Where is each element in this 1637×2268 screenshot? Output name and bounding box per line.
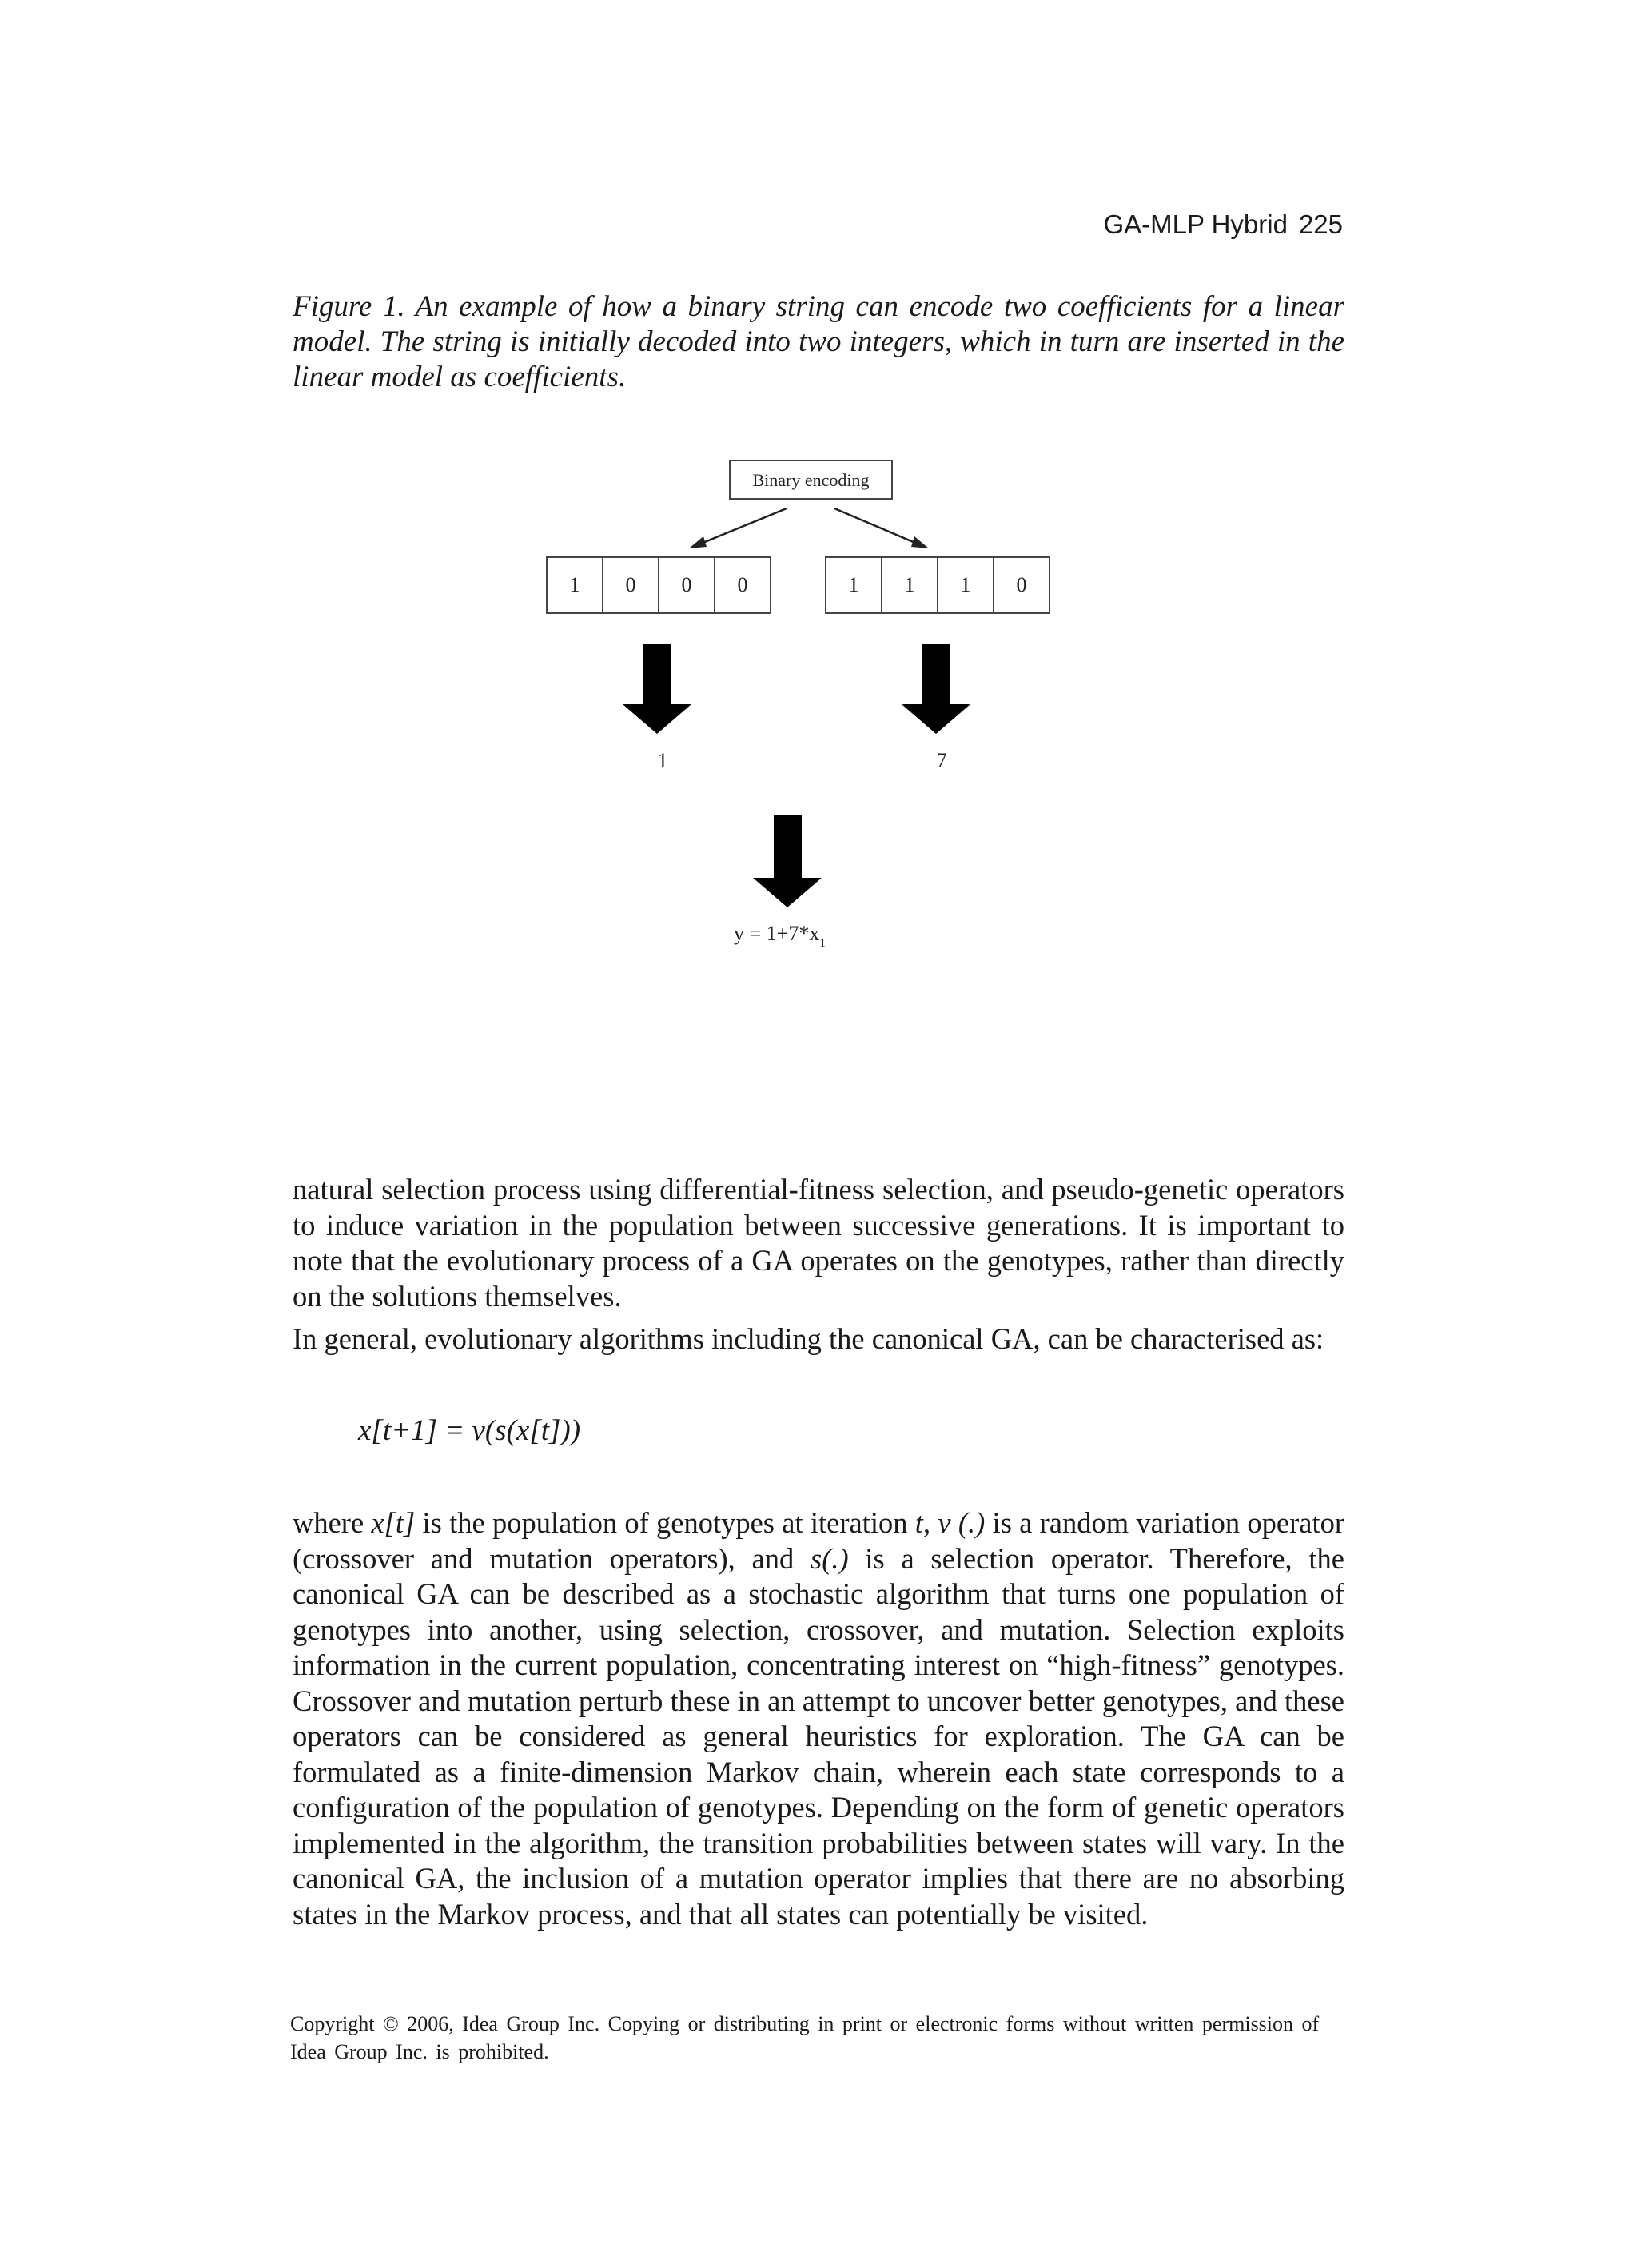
down-arrow-icon: [902, 644, 970, 734]
body-paragraph: [293, 1505, 1344, 1932]
bit-value: 1: [960, 573, 971, 596]
arrow-head-left: [689, 536, 707, 548]
math-variable: s(.): [811, 1541, 849, 1575]
page-number: 225: [1298, 209, 1343, 239]
copyright-footer: Copyright © 2006, Idea Group Inc. Copying or distributing in print or electronic forms without written permission of Idea Group Inc. is prohibited.: [290, 2012, 1320, 2063]
paragraph-text: natural selection process using differential-fitness selection, and pseudo-genetic operators to induce variation in the population between successive generations. It is important to note that the evolutionary process of a GA operates on the genotypes, rather than directly on the solutions themselves.: [293, 1173, 1344, 1313]
paragraph-text: [293, 1505, 1344, 1932]
decoded-value-left: 1: [657, 749, 668, 772]
bit-value: 1: [569, 573, 580, 596]
bit-value: 0: [1016, 573, 1027, 596]
body-paragraph: [293, 1172, 1344, 1314]
paragraph-text: In general, evolutionary algorithms including the canonical GA, can be characterised as:: [293, 1322, 1324, 1355]
evolution-equation: x[t+1] = v(s(x[t])): [358, 1414, 581, 1447]
bit-value: 0: [625, 573, 636, 596]
figure-caption: Figure 1. An example of how a binary string can encode two coefficients for a linear model. The string is initially decoded into two integers, which in turn are inserted in the linear model as coefficients.: [293, 290, 1344, 393]
math-variable: x[t]: [371, 1506, 416, 1539]
bit-string-right: [826, 557, 1050, 613]
binary-encoding-label: Binary encoding: [752, 470, 870, 490]
bit-value: 0: [737, 573, 748, 596]
text-run: is the population of genotypes at iteration: [415, 1506, 915, 1539]
text-run: where: [293, 1506, 372, 1539]
running-head: [1103, 209, 1343, 240]
encoding-diagram: [528, 456, 1071, 975]
bit-value: 1: [848, 573, 859, 596]
linear-model-subscript: 1: [819, 937, 826, 950]
math-variable: v (.): [938, 1506, 986, 1539]
bit-value: 1: [904, 573, 915, 596]
linear-model-main: y = 1+7*x: [734, 922, 820, 945]
down-arrow-icon: [753, 815, 822, 907]
arrow-line-left: [697, 508, 787, 545]
arrow-line-right: [834, 508, 921, 545]
text-run: is a random variation operator (crossover and mutation operators), and: [293, 1506, 1345, 1575]
bit-value: 0: [681, 573, 692, 596]
bit-string-left: [547, 557, 771, 613]
running-title: GA-MLP Hybrid: [1103, 209, 1288, 239]
text-run: is a selection operator. Therefore, the canonical GA can be described as a stochastic algorithm that turns one population of genotypes into another, using selection, crossover, and mutation. Selection exploits information in the current population, concentrating interest on “high-fitness” genotypes. Crossover and mutation perturb these in an attempt to uncover better genotypes, and these operators can be considered as general heuristics for exploration. The GA can be formulated as a finite-dimension Markov chain, wherein each state corresponds to a configuration of the population of genotypes. Depending on the form of genetic operators implemented in the algorithm, the transition probabilities between states will vary. In the canonical GA, the inclusion of a mutation operator implies that there are no absorbing states in the Markov process, and that all states can potentially be visited.: [293, 1541, 1345, 1931]
text-run: ,: [922, 1506, 938, 1539]
down-arrow-icon: [623, 644, 691, 734]
math-variable: t: [914, 1506, 923, 1539]
linear-model-equation: [734, 922, 826, 950]
decoded-value-right: 7: [936, 749, 947, 772]
body-paragraph: [293, 1321, 1344, 1357]
figure-binary-encoding: [528, 456, 1071, 975]
arrow-head-right: [911, 536, 929, 548]
